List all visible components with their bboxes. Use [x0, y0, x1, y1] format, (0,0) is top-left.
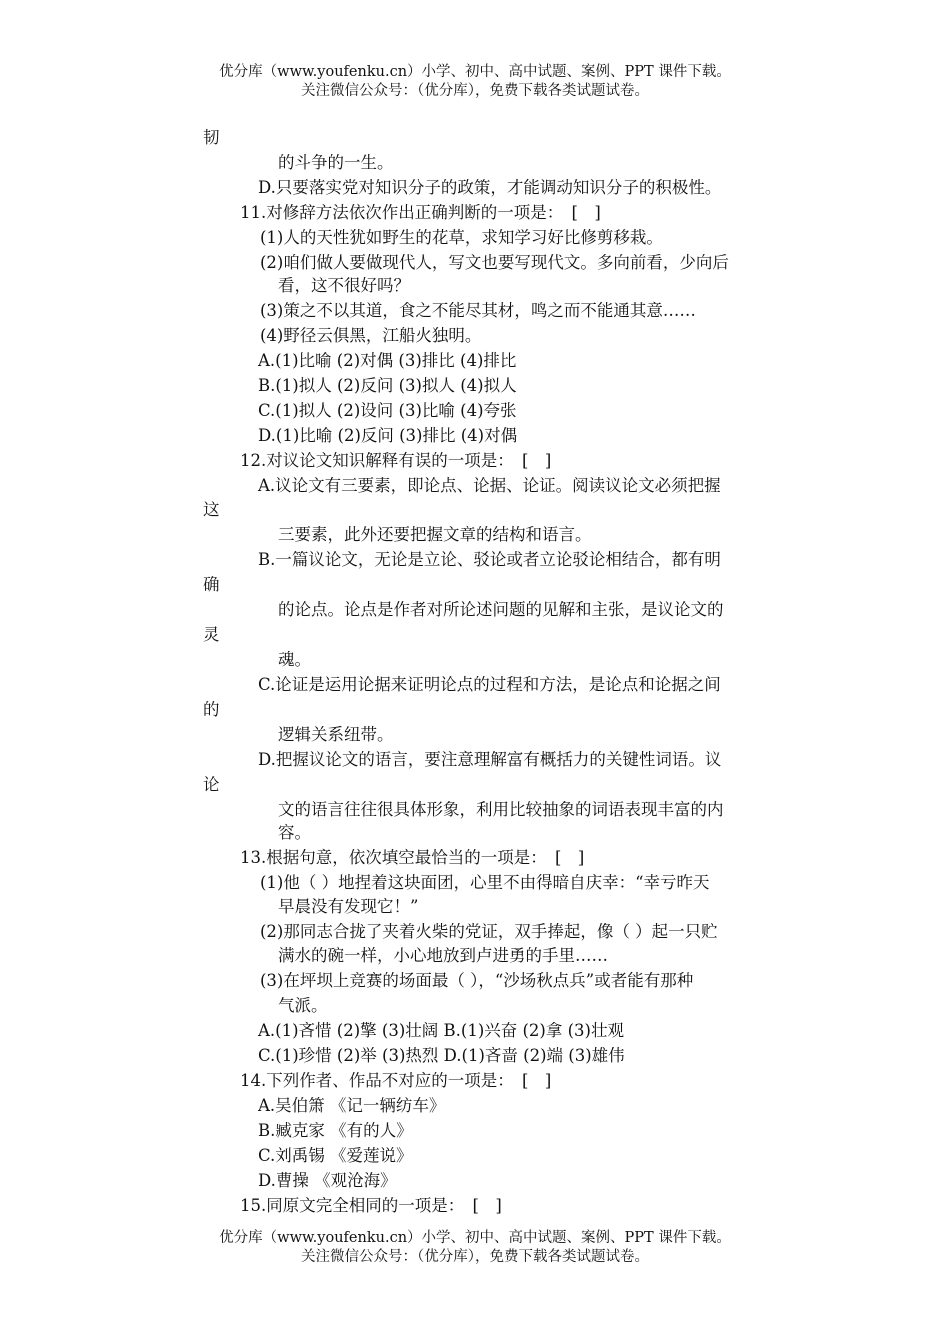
option-b: B.(1)拟人 (2)反问 (3)拟人 (4)拟人 — [258, 376, 517, 395]
option-d: D.(1)比喻 (2)反问 (3)排比 (4)对偶 — [258, 426, 518, 445]
text-line: 的论点。论点是作者对所论述问题的见解和主张，是议论文的 — [278, 600, 724, 619]
text-line: 韧 — [203, 128, 220, 147]
item-1: (1)人的天性犹如野生的花草，求知学习好比修剪移栽。 — [260, 228, 663, 247]
header-line-2: 关注微信公众号：（优分库），免费下载各类试题试卷。 — [301, 83, 649, 99]
text-line: 早晨没有发现它！” — [278, 897, 419, 916]
item-3: (3)策之不以其道，食之不能尽其材，鸣之而不能通其意…… — [260, 301, 696, 320]
question-14: 14.下列作者、作品不对应的一项是： [ ] — [240, 1071, 552, 1090]
text-line: 确 — [203, 575, 220, 594]
header-line-1: 优分库（www.youfenku.cn）小学、初中、高中试题、案例、PPT 课件下载。 — [219, 64, 731, 80]
text-line: 气派。 — [278, 996, 328, 1015]
item-2: (2)那同志合拢了夹着火柴的党证，双手捧起，像（ ）起一只贮 — [260, 922, 718, 941]
option-a: A.(1)比喻 (2)对偶 (3)排比 (4)排比 — [258, 351, 517, 370]
question-15: 15.同原文完全相同的一项是： [ ] — [240, 1196, 502, 1215]
text-line: 魂。 — [278, 650, 311, 669]
option-d: D.把握议论文的语言，要注意理解富有概括力的关键性词语。议 — [258, 750, 722, 769]
option-b: B.臧克家 《有的人》 — [258, 1121, 413, 1140]
options-a-b: A.(1)吝惜 (2)擎 (3)壮阔 B.(1)兴奋 (2)拿 (3)壮观 — [258, 1021, 624, 1040]
footer-line-1: 优分库（www.youfenku.cn）小学、初中、高中试题、案例、PPT 课件下载。 — [219, 1230, 731, 1246]
text-line: 文的语言往往很具体形象，利用比较抽象的词语表现丰富的内 — [278, 800, 724, 819]
item-2: (2)咱们做人要做现代人，写文也要写现代文。多向前看，少向后 — [260, 253, 729, 272]
text-line: 容。 — [278, 823, 311, 842]
page-header — [0, 63, 950, 101]
text-line: 逻辑关系纽带。 — [278, 725, 394, 744]
option-b: B.一篇议论文，无论是立论、驳论或者立论驳论相结合，都有明 — [258, 550, 721, 569]
item-3: (3)在坪坝上竞赛的场面最（ ），“沙场秋点兵”或者能有那种 — [260, 971, 694, 990]
item-1: (1)他（ ）地捏着这块面团，心里不由得暗自庆幸：“幸亏昨天 — [260, 873, 710, 892]
item-4: (4)野径云俱黑，江船火独明。 — [260, 326, 482, 345]
option-c: C.刘禹锡 《爱莲说》 — [258, 1146, 413, 1165]
option-c: C.(1)拟人 (2)设问 (3)比喻 (4)夸张 — [258, 401, 517, 420]
options-c-d: C.(1)珍惜 (2)举 (3)热烈 D.(1)吝啬 (2)端 (3)雄伟 — [258, 1046, 625, 1065]
text-line: 看，这不很好吗？ — [278, 276, 410, 295]
option-c: C.论证是运用论据来证明论点的过程和方法，是论点和论据之间 — [258, 675, 721, 694]
text-line: 的 — [203, 700, 220, 719]
option-a: A.议论文有三要素，即论点、论据、论证。阅读议论文必须把握 — [258, 476, 721, 495]
option-d: D.只要落实党对知识分子的政策，才能调动知识分子的积极性。 — [258, 178, 722, 197]
question-13: 13.根据句意，依次填空最恰当的一项是： [ ] — [240, 848, 585, 867]
option-a: A.吴伯箫 《记一辆纺车》 — [258, 1096, 446, 1115]
text-line: 满水的碗一样，小心地放到卢进勇的手里…… — [278, 946, 608, 965]
option-d: D.曹操 《观沧海》 — [258, 1171, 397, 1190]
question-11: 11.对修辞方法依次作出正确判断的一项是： [ ] — [240, 203, 601, 222]
text-line: 的斗争的一生。 — [278, 153, 394, 172]
text-line: 灵 — [203, 625, 220, 644]
text-line: 这 — [203, 500, 220, 519]
page-footer — [0, 1229, 950, 1267]
footer-line-2: 关注微信公众号：（优分库），免费下载各类试题试卷。 — [301, 1249, 649, 1265]
text-line: 论 — [203, 775, 220, 794]
question-12: 12.对议论文知识解释有误的一项是： [ ] — [240, 451, 552, 470]
text-line: 三要素，此外还要把握文章的结构和语言。 — [278, 525, 592, 544]
